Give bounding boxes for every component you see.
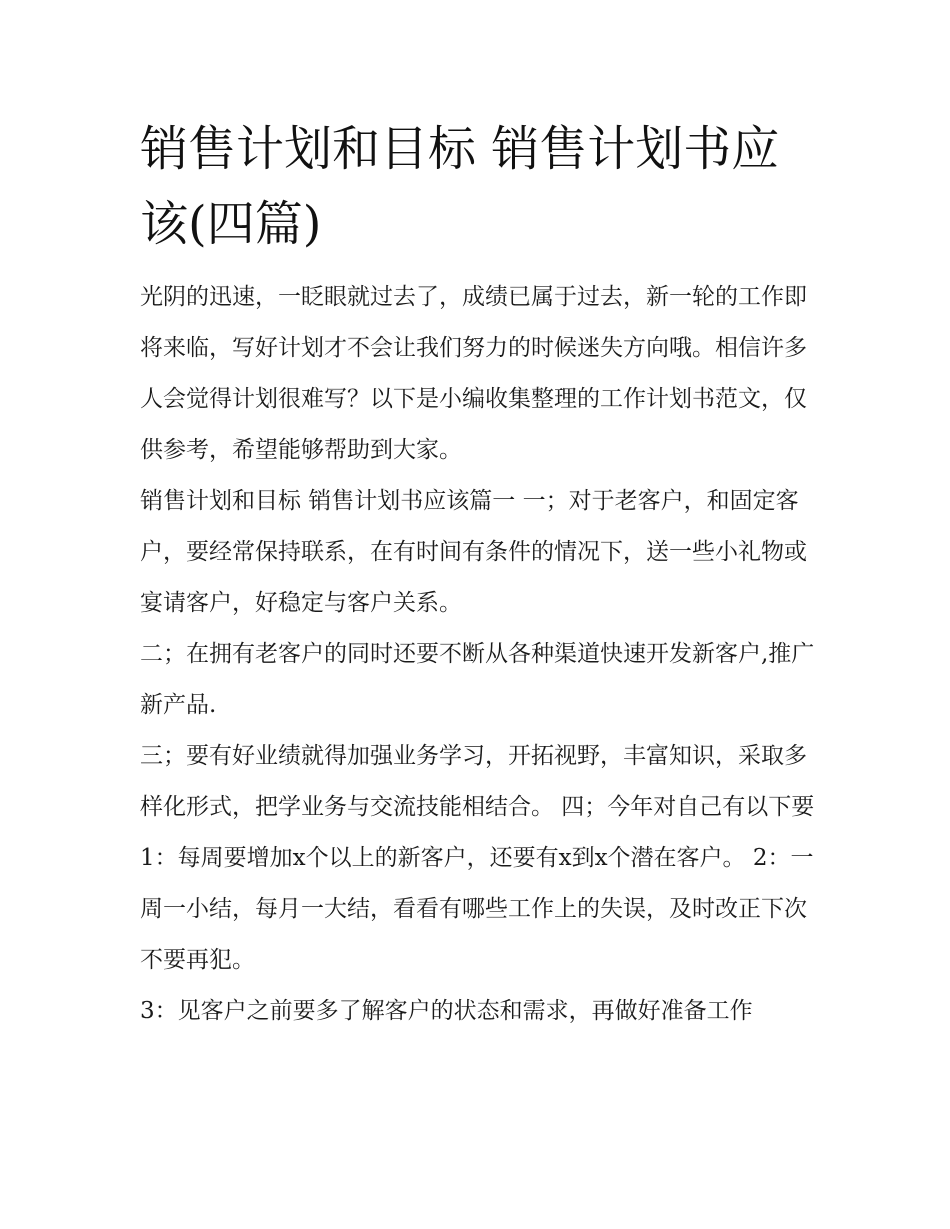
paragraph-section-one: 销售计划和目标 销售计划书应该篇一 一；对于老客户，和固定客户，要经常保持联系，在有时间有条件的情况下，送一些小礼物或宴请客户，好稳定与客户关系。 [140, 488, 807, 616]
paragraph-goal-one-two: 1：每周要增加x个以上的新客户，还要有x到x个潜在客户。 2：一周一小结，每月一大结，看看有哪些工作上的失误，及时改正下次不要再犯。 [140, 845, 814, 973]
paragraph-item-two: 二；在拥有老客户的同时还要不断从各种渠道快速开发新客户,推广新产品. [140, 641, 815, 718]
document-title: 销售计划和目标 销售计划书应该(四篇) [140, 121, 780, 252]
paragraph-intro: 光阴的迅速，一眨眼就过去了，成绩已属于过去，新一轮的工作即将来临，写好计划才不会让我们努力的时候迷失方向哦。相信许多人会觉得计划很难写？以下是小编收集整理的工作计划书范文，仅供参考，希望能够帮助到大家。 [140, 284, 807, 463]
paragraph-item-three: 三；要有好业绩就得加强业务学习，开拓视野，丰富知识，采取多样化形式，把学业务与交流技能相结合。 四；今年对自己有以下要 [140, 743, 815, 820]
document-body [140, 112, 820, 1037]
paragraph-goal-three: 3：见客户之前要多了解客户的状态和需求，再做好准备工作 [140, 998, 753, 1024]
